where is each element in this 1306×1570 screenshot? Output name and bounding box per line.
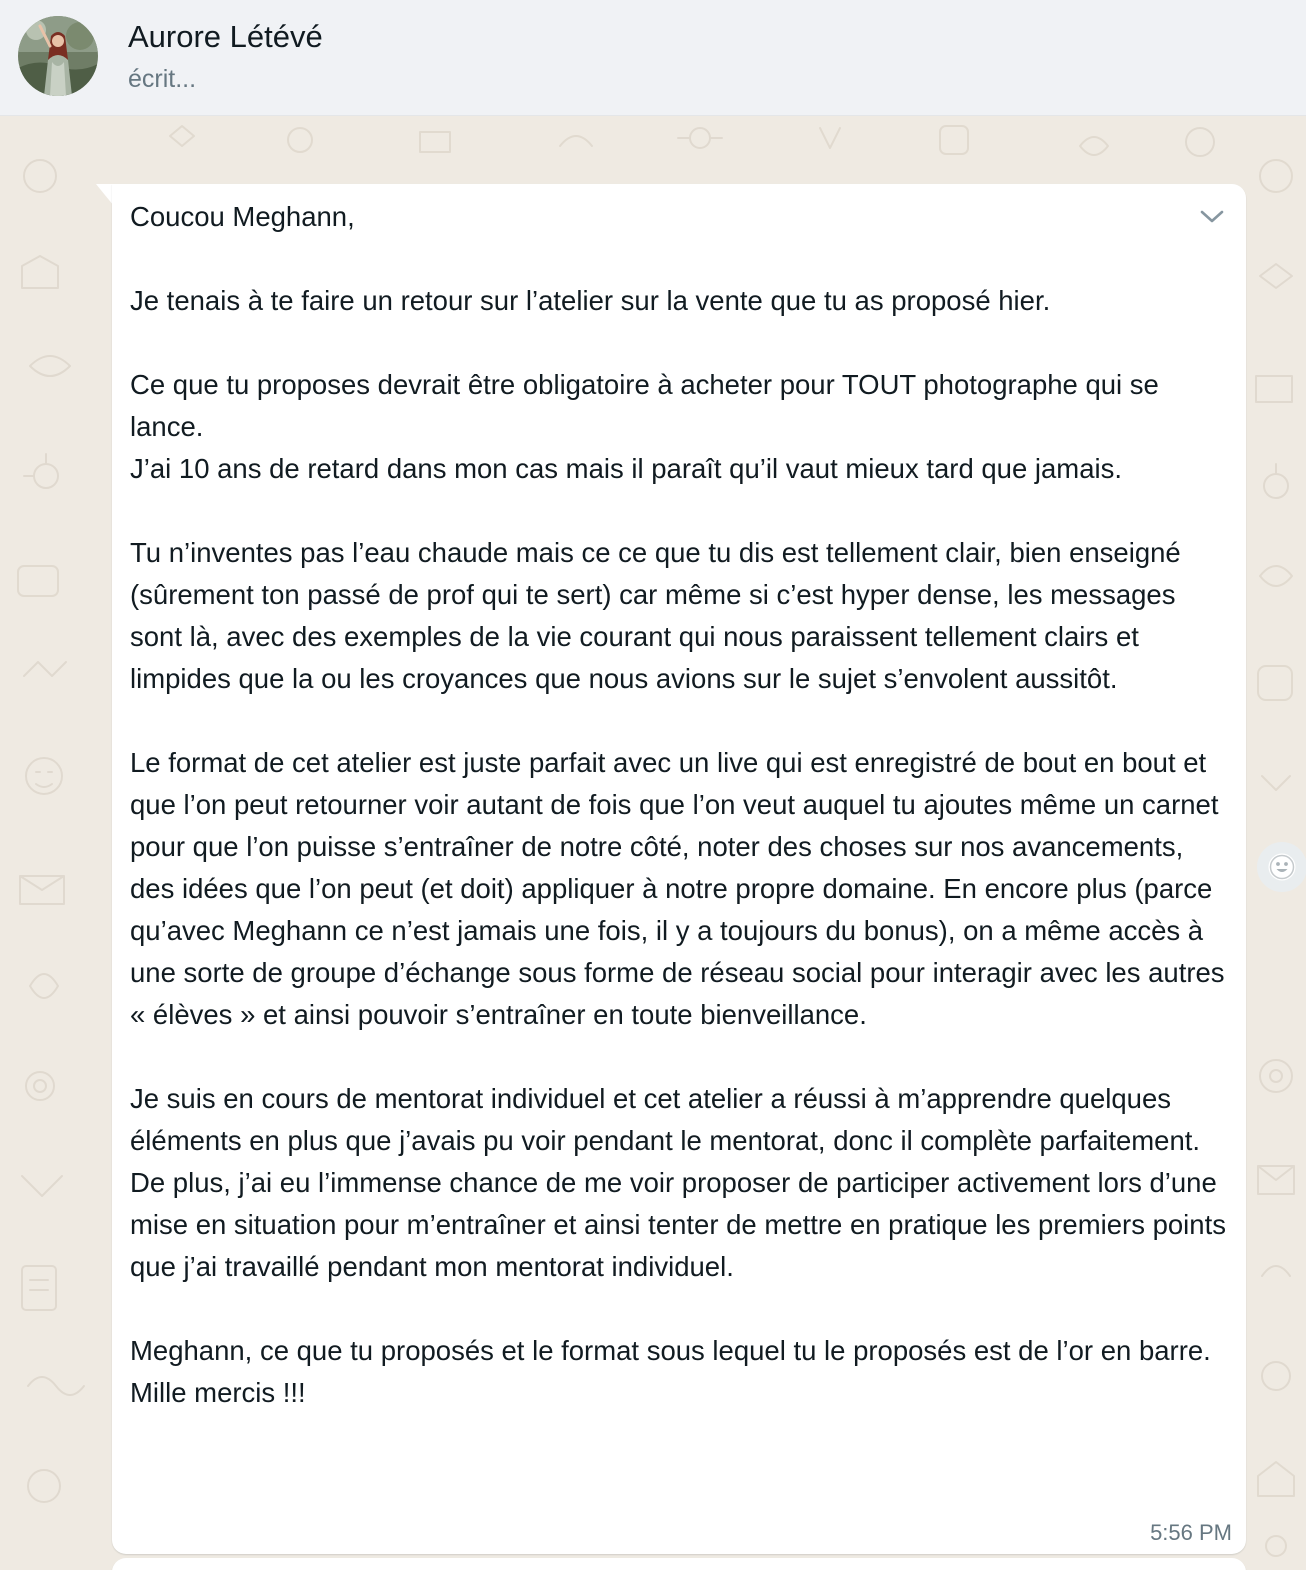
typing-status: écrit... [128,65,197,93]
chat-header [0,0,1306,116]
emoji-smile-icon [1267,852,1297,882]
contact-avatar[interactable] [18,16,98,96]
message-text: Coucou Meghann, Je tenais à te faire un retour sur l’atelier sur la vente que tu as proposé hier. Ce que tu proposes devrait être obligatoire à acheter pour TOUT photographe qui se lance. J’ai 10 ans de retard dans mon cas mais il paraît qu’il vaut mieux tard que jamais. Tu n’inventes pas l’eau chaude mais ce ce que tu dis est tellement clair, bien enseigné (sûrement ton passé de prof qui te sert) car même si c’est hyper dense, les messages sont là, avec des exemples de la vie courant qui nous paraissent tellement clairs et limpides que la ou les croyances que nous avions sur le sujet s’envolent aussitôt. Le format de cet atelier est juste parfait avec un live qui est enregistré de bout en bout et que l’on peut retourner voir autant de fois que l’on veut auquel tu ajoutes même un carnet pour que l’on puisse s’entraîner de notre côté, noter des choses sur nos avancements, des idées que l’on peut (et doit) appliquer à notre propre domaine. En encore plus (parce qu’avec Meghann ce n’est jamais une fois, il y a toujours du bonus), on a même accès à une sorte de groupe d’échange sous forme de réseau social pour interagir avec les autres « élèves » et ainsi pouvoir s’entraîner en toute bienveillance. Je suis en cours de mentorat individuel et cet atelier a réussi à m’apprendre quelques éléments en plus que j’avais pu voir pendant le mentorat, donc il complète parfaitement. De plus, j’ai eu l’immense chance de me voir proposer de participer activement lors d’une mise en situation pour m’entraîner et ainsi tenter de mettre en pratique les premiers points que j’ai travaillé pendant mon mentorat individuel. Meghann, ce que tu proposés et le format sous lequel tu le proposés est de l’or en barre. Mille mercis !!! [130,201,1226,1408]
next-message-bubble[interactable] [112,1558,1246,1570]
contact-name[interactable]: Aurore Létévé [128,19,323,54]
message-menu-button[interactable] [1198,206,1226,226]
conversation-panel[interactable] [0,116,1306,1570]
avatar-photo [18,16,98,96]
message-timestamp: 5:56 PM [1150,1520,1232,1545]
chevron-down-icon [1198,206,1226,226]
react-emoji-button[interactable] [1257,842,1306,892]
incoming-message-bubble[interactable] [112,184,1246,1554]
